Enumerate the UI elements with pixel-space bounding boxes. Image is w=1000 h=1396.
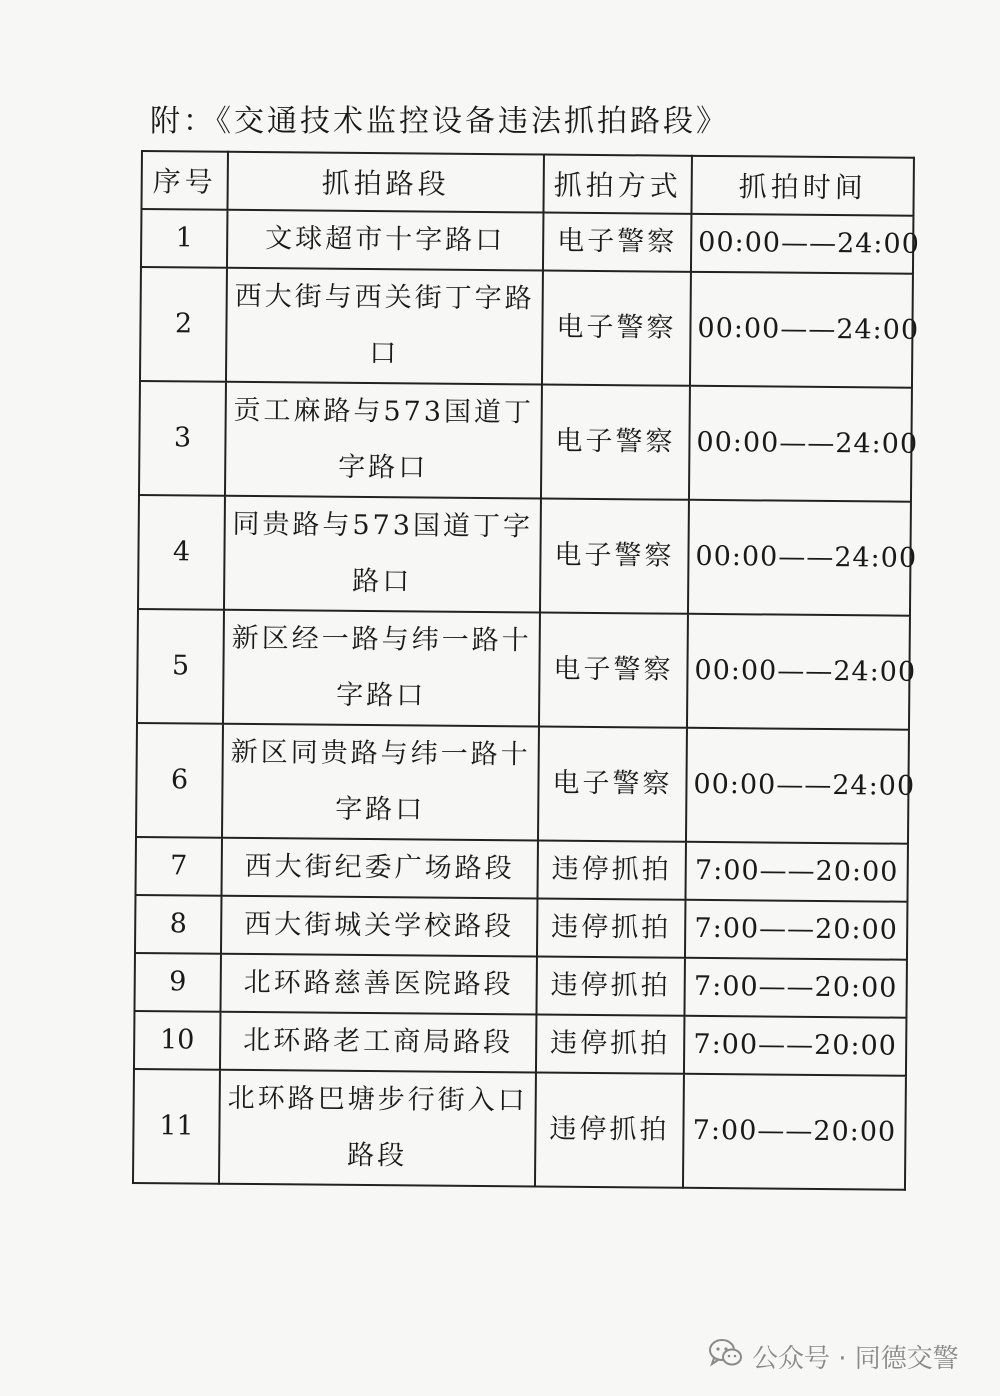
row-seq: 6 [136, 723, 223, 838]
row-road: 同贵路与573国道丁字路口 [224, 496, 541, 613]
header-method: 抓拍方式 [543, 155, 692, 214]
row-seq: 3 [139, 381, 226, 496]
row-time: 7:00——20:00 [684, 958, 906, 1018]
row-road: 新区同贵路与纬一路十字路口 [222, 724, 539, 841]
table-row [139, 381, 912, 502]
wechat-watermark [708, 1338, 959, 1375]
wechat-icon [708, 1338, 744, 1375]
row-method: 违停抓拍 [536, 1014, 685, 1073]
row-time: 00:00——24:00 [686, 728, 909, 844]
row-method: 电子警察 [538, 726, 687, 841]
row-seq: 7 [135, 837, 222, 896]
row-seq: 9 [134, 953, 221, 1012]
row-seq: 10 [134, 1011, 221, 1070]
row-road: 文球超市十字路口 [227, 210, 543, 271]
row-method: 违停抓拍 [537, 898, 686, 957]
header-road: 抓拍路段 [227, 152, 543, 213]
row-road: 新区经一路与纬一路十字路口 [223, 610, 540, 727]
row-seq: 5 [137, 609, 224, 724]
row-road: 贡工麻路与573国道丁字路口 [225, 382, 542, 499]
row-time: 00:00——24:00 [691, 214, 913, 274]
row-road: 西大街纪委广场路段 [221, 838, 537, 899]
row-method: 违停抓拍 [537, 840, 686, 899]
page-title: 附：《交通技术监控设备违法抓拍路段》 [150, 104, 729, 139]
row-method: 违停抓拍 [536, 956, 685, 1015]
table-row [138, 495, 911, 616]
table-header-row [141, 151, 913, 216]
monitoring-table [132, 150, 920, 1191]
row-time: 7:00——20:00 [685, 900, 907, 960]
row-time: 7:00——20:00 [685, 842, 907, 902]
watermark-text: 公众号 · 同德交警 [752, 1344, 959, 1374]
row-method: 电子警察 [543, 213, 692, 272]
row-seq: 8 [135, 895, 222, 954]
row-method: 电子警察 [539, 612, 688, 727]
table-row [136, 723, 909, 844]
table-row [141, 209, 913, 274]
row-seq: 1 [141, 209, 228, 268]
row-method: 电子警察 [541, 385, 690, 500]
row-method: 违停抓拍 [535, 1072, 684, 1187]
row-road: 西大街城关学校路段 [221, 896, 537, 957]
row-road: 西大街与西关街丁字路口 [226, 268, 543, 385]
row-road: 北环路慈善医院路段 [220, 954, 536, 1015]
header-time: 抓拍时间 [691, 156, 913, 216]
table-row [133, 1069, 906, 1190]
row-seq: 4 [138, 495, 225, 610]
row-time: 00:00——24:00 [689, 386, 912, 502]
table-row [134, 953, 906, 1018]
table-row [134, 1011, 906, 1076]
table-row [135, 895, 907, 960]
row-method: 电子警察 [542, 271, 691, 386]
table-row [140, 267, 913, 388]
row-time: 00:00——24:00 [687, 614, 910, 730]
row-time: 00:00——24:00 [690, 272, 913, 388]
row-seq: 2 [140, 267, 227, 382]
row-time: 7:00——20:00 [683, 1074, 906, 1190]
row-road: 北环路巴塘步行街入口路段 [219, 1070, 536, 1187]
table-row [137, 609, 910, 730]
row-seq: 11 [133, 1069, 220, 1184]
header-seq: 序号 [141, 151, 228, 210]
row-method: 电子警察 [540, 499, 689, 614]
row-time: 7:00——20:00 [684, 1016, 906, 1076]
table-row [135, 837, 907, 902]
row-time: 00:00——24:00 [688, 500, 911, 616]
row-road: 北环路老工商局路段 [220, 1012, 536, 1073]
